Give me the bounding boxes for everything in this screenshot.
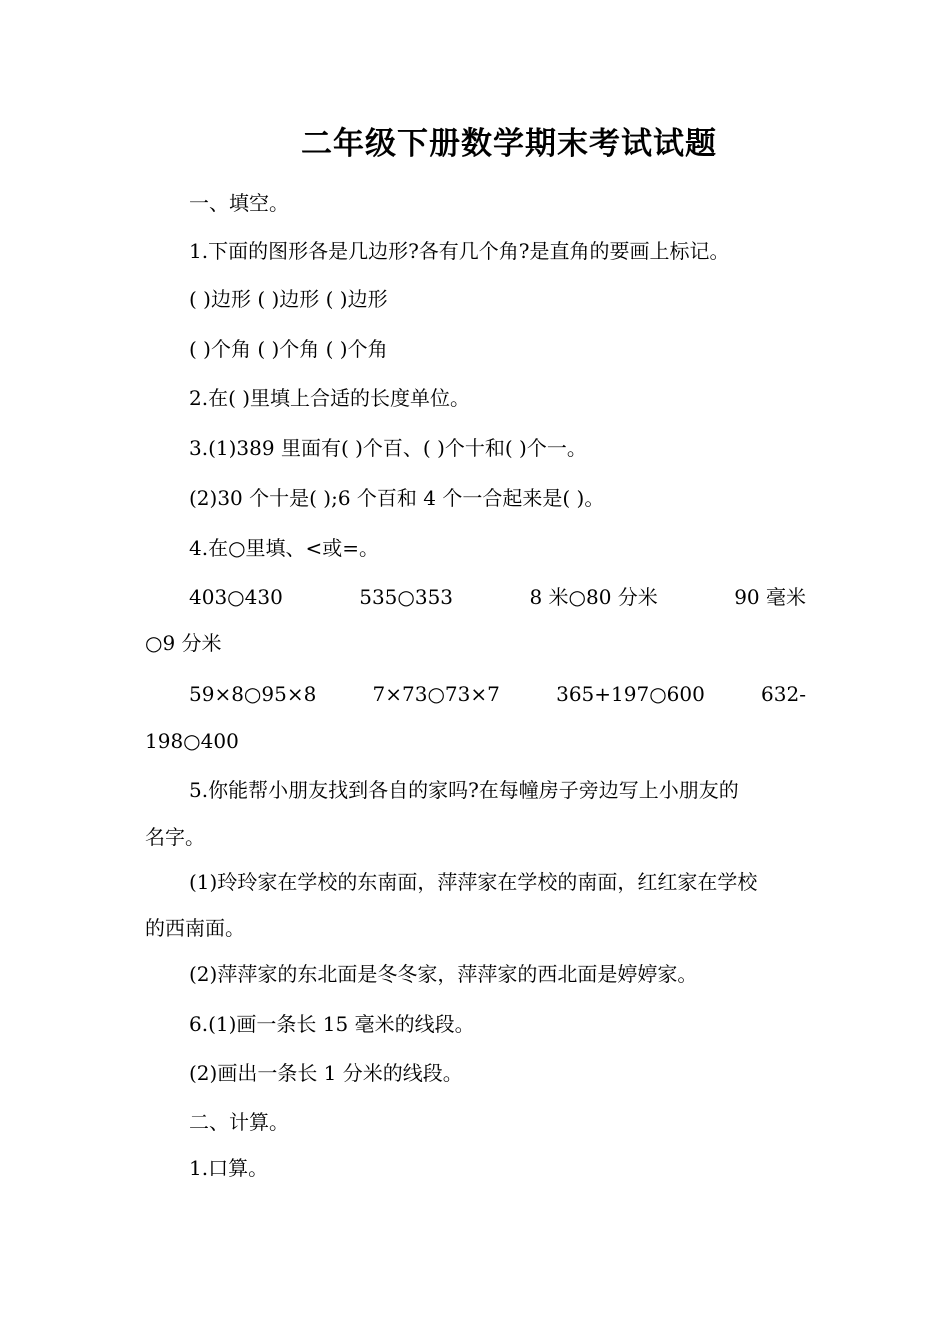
question-3-part-2: (2)30 个十是( );6 个百和 4 个一合起来是( )。 xyxy=(189,486,605,510)
question-5-part-1-line-2: 的西南面。 xyxy=(145,916,245,940)
question-1-sides-blanks: ( )边形 ( )边形 ( )边形 xyxy=(189,287,388,311)
comparison-item: 535○353 xyxy=(359,585,454,609)
question-5-part-1-line-1: (1)玲玲家在学校的东南面，萍萍家在学校的南面，红红家在学校 xyxy=(189,870,758,894)
comparison-item: 90 毫米 xyxy=(734,585,806,609)
question-4-row-1 xyxy=(189,583,806,611)
section-heading-fill-in: 一、填空。 xyxy=(189,191,289,215)
question-4-row-2 xyxy=(189,680,806,708)
comparison-item: 403○430 xyxy=(189,585,283,609)
comparison-item: 59×8○95×8 xyxy=(189,682,317,706)
question-4-row-2-continuation: 198○400 xyxy=(145,729,239,753)
question-2: 2.在( )里填上合适的长度单位。 xyxy=(189,386,471,410)
question-5-line-2: 名字。 xyxy=(145,825,205,849)
question-4-row-1-continuation: ○9 分米 xyxy=(145,631,222,655)
question-5-line-1: 5.你能帮小朋友找到各自的家吗?在每幢房子旁边写上小朋友的 xyxy=(189,778,739,802)
question-6-part-1: 6.(1)画一条长 15 毫米的线段。 xyxy=(189,1012,475,1036)
question-1-angles-blanks: ( )个角 ( )个角 ( )个角 xyxy=(189,337,388,361)
calculation-question-1: 1.口算。 xyxy=(189,1156,269,1180)
question-3-part-1: 3.(1)389 里面有( )个百、( )个十和( )个一。 xyxy=(189,436,587,460)
comparison-item: 8 米○80 分米 xyxy=(529,585,658,609)
page-title: 二年级下册数学期末考试试题 xyxy=(301,126,717,162)
question-6-part-2: (2)画出一条长 1 分米的线段。 xyxy=(189,1061,463,1085)
comparison-item: 7×73○73×7 xyxy=(372,682,500,706)
question-4: 4.在○里填、<或=。 xyxy=(189,536,380,560)
section-heading-calculation: 二、计算。 xyxy=(189,1110,289,1134)
comparison-item: 632- xyxy=(761,682,806,706)
question-5-part-2: (2)萍萍家的东北面是冬冬家，萍萍家的西北面是婷婷家。 xyxy=(189,962,698,986)
comparison-item: 365+197○600 xyxy=(556,682,705,706)
question-1: 1.下面的图形各是几边形?各有几个角?是直角的要画上标记。 xyxy=(189,239,730,263)
